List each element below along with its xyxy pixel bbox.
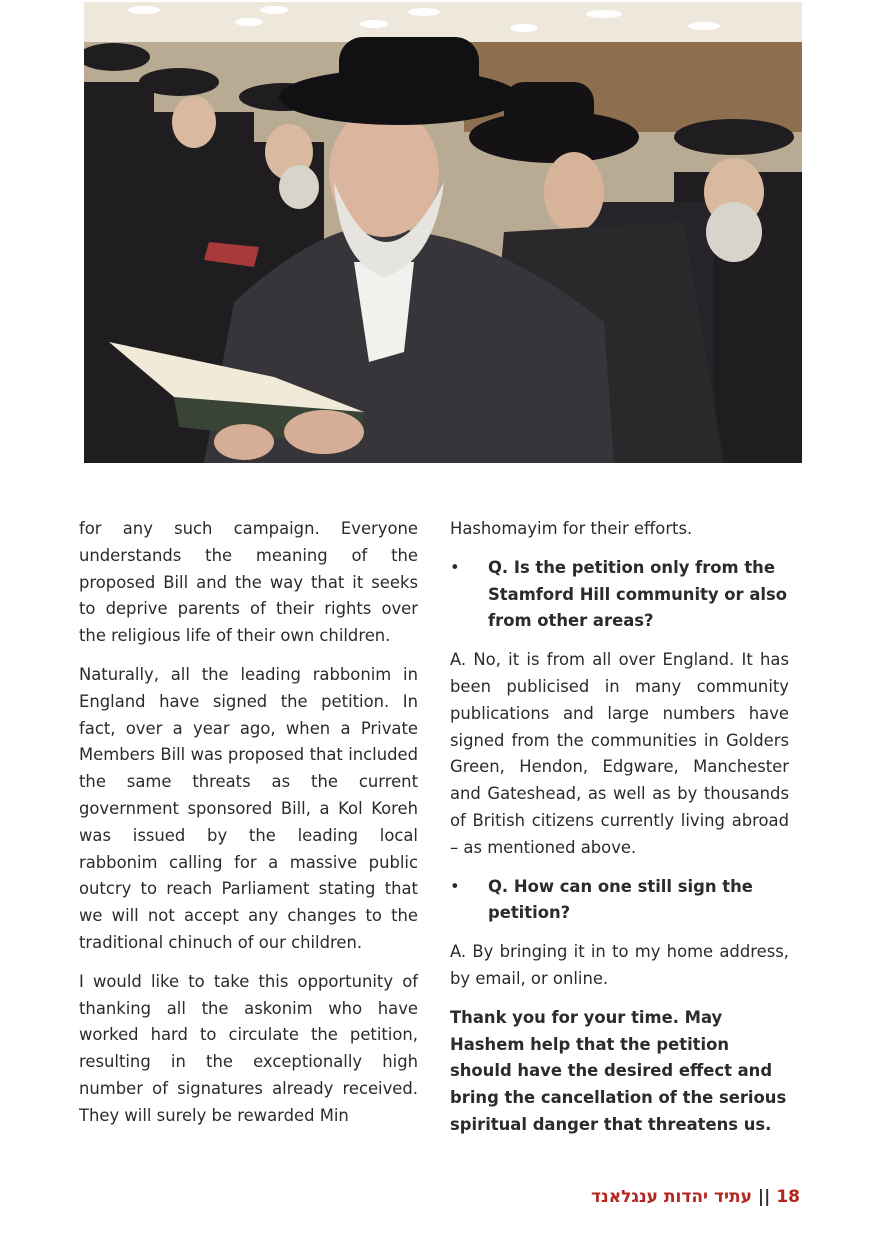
left-column bbox=[79, 516, 418, 1142]
article-photo bbox=[84, 2, 802, 463]
question-text: Q. How can one still sign the petition? bbox=[488, 876, 753, 923]
bullet-icon: • bbox=[450, 876, 460, 896]
question-item bbox=[450, 555, 789, 635]
paragraph: Hashomayim for their efforts. bbox=[450, 519, 693, 538]
footer-separator: || bbox=[757, 1187, 771, 1207]
page-footer bbox=[591, 1187, 800, 1207]
paragraph: Naturally, all the leading rabbonim in England have signed the petition. In fact, over a year ago, when a Private Members Bill was proposed that included the same threats as the current government sponsored Bill, a Kol Koreh was issued by the leading local rabbonim calling for a massive public outcry to reach Parliament stating that we will not accept any changes to the traditional chinuch of our children. bbox=[79, 664, 418, 952]
page-number: 18 bbox=[776, 1187, 800, 1207]
closing-statement: Thank you for your time. May Hashem help that the petition should have the desired effect and bring the cancellation of the serious spiritual danger that threatens us. bbox=[450, 1007, 787, 1134]
bullet-icon: • bbox=[450, 557, 460, 577]
photo-men-praying-in-synagogue bbox=[84, 2, 802, 463]
paragraph: for any such campaign. Everyone understands the meaning of the proposed Bill and the way that it seeks to deprive parents of their rights over the religious life of their own children. bbox=[79, 519, 418, 646]
paragraph: I would like to take this opportunity of thanking all the askonim who have worked hard to circulate the petition, resulting in the exceptionally high number of signatures already received. They will surely be rewarded Min bbox=[79, 971, 418, 1125]
publication-name: עתיד יהדות ענגלאנד bbox=[591, 1187, 752, 1207]
answer-paragraph: A. No, it is from all over England. It has been publicised in many community publications and large numbers have signed from the communities in Golders Green, Hendon, Edgware, Manchester and Gateshead, as well as by thousands of British citizens currently living abroad – as mentioned above. bbox=[450, 650, 789, 857]
question-item bbox=[450, 874, 789, 928]
right-column bbox=[450, 516, 789, 1151]
question-text: Q. Is the petition only from the Stamford Hill community or also from other areas? bbox=[488, 557, 788, 631]
answer-paragraph: A. By bringing it in to my home address, by email, or online. bbox=[450, 942, 789, 988]
